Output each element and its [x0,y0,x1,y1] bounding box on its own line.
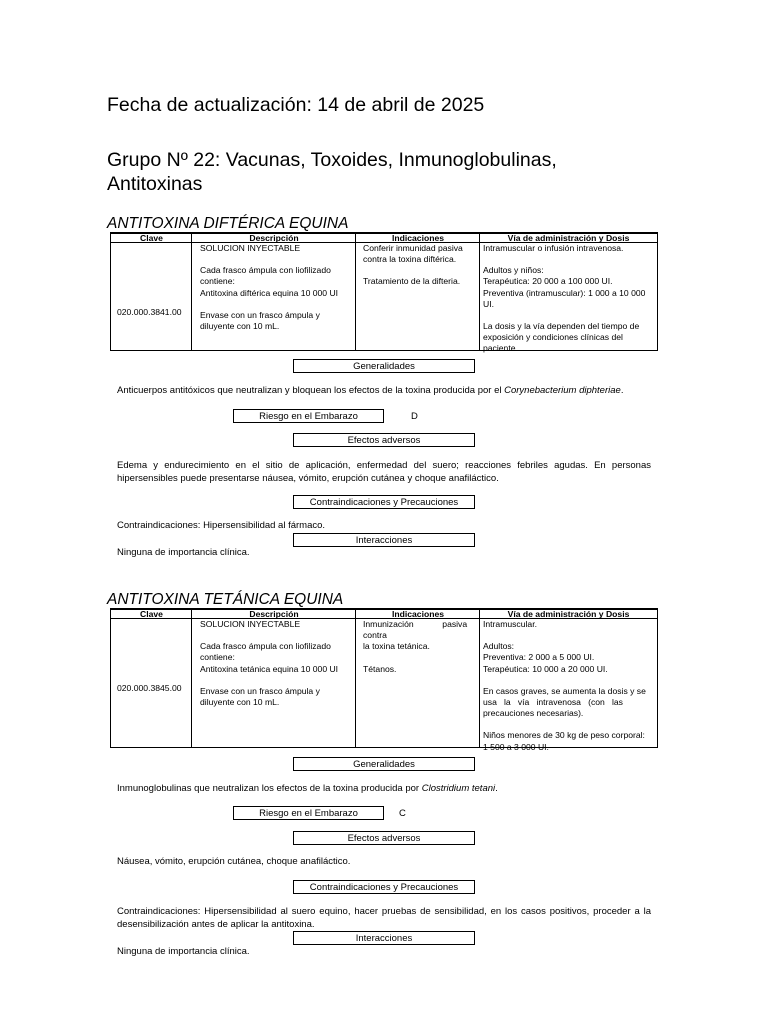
species-name: Clostridium tetani [421,783,496,794]
via-line: En casos graves, se aumenta la dosis y se [483,685,646,696]
generalidades-text [117,385,651,398]
ind-line: Tétanos. [363,663,397,674]
generalidades-text [117,783,651,796]
contraindicaciones-heading: Contraindicaciones y Precauciones [293,495,475,509]
contraindicaciones-heading: Contraindicaciones y Precauciones [293,880,475,894]
desc-line: Cada frasco ámpula con liofilizado [200,641,331,652]
via-line: UI. [483,298,494,309]
generalidades-body: Inmunoglobulinas que neutralizan los efectos de la toxina producida por [117,783,420,794]
via-line: La dosis y la vía dependen del tiempo de [483,321,640,332]
efectos-adversos-text: Náusea, vómito, erupción cutánea, choque anafiláctico. [117,856,351,867]
interacciones-heading: Interacciones [293,931,475,945]
header-descripcion: Descripción [249,609,299,619]
column-divider [479,234,480,350]
desc-line: Envase con un frasco ámpula y [200,685,320,696]
contraindicaciones-text: Contraindicaciones: Hipersensibilidad al fármaco. [117,520,326,531]
header-via: Vía de administración y Dosis [507,609,630,619]
drug-title-diphtheria: ANTITOXINA DIFTÉRICA EQUINA [107,215,349,232]
via-line: Niños menores de 30 kg de peso corporal: [483,730,645,741]
desc-line: Envase con un frasco ámpula y [200,309,320,320]
period: . [620,385,624,396]
drug-table-tetanus [110,608,658,752]
column-divider [479,610,480,747]
riesgo-embarazo-label: Riesgo en el Embarazo [233,806,384,820]
header-via: Vía de administración y Dosis [507,233,630,243]
via-line: Terapéutica: 10 000 a 20 000 UI. [483,663,608,674]
ind-line: contra la toxina diftérica. [363,254,457,265]
efectos-adversos-heading: Efectos adversos [293,831,475,845]
via-line: Preventiva (intramuscular): 1 000 a 10 000 [483,287,646,298]
desc-line: diluyente con 10 mL. [200,697,280,708]
desc-line: Antitoxina tetánica equina 10 000 UI [200,663,339,674]
drug-table-diphtheria [110,232,658,354]
efectos-adversos-text: Edema y endurecimiento en el sitio de aplicación, enfermedad del suero; reacciones febriles agudas. En personas hipersensibles puede presentarse náusea, vómito, erupción cutánea y choque anafiláctico. [117,460,651,484]
period: . [495,783,498,794]
via-cell [483,243,655,354]
clave-value: 020.000.3841.00 [117,307,182,317]
ind-line: Tratamiento de la difteria. [363,276,461,287]
descripcion-cell [200,243,352,350]
group-title-line1: Grupo Nº 22: Vacunas, Toxoides, Inmunoglobulinas, [107,149,557,171]
via-line: 1 500 a 3 000 UI. [483,741,549,752]
desc-line: SOLUCION INYECTABLE [200,243,301,253]
efectos-adversos-heading: Efectos adversos [293,433,475,447]
header-indicaciones: Indicaciones [391,233,445,243]
update-date: Fecha de actualización: 14 de abril de 2025 [107,94,485,116]
column-divider [355,610,356,747]
clave-cell [117,307,191,350]
via-line: Terapéutica: 20 000 a 100 000 UI. [483,276,613,287]
clave-value: 020.000.3845.00 [117,683,182,693]
column-divider [355,234,356,350]
header-clave: Clave [140,233,163,243]
riesgo-embarazo-label: Riesgo en el Embarazo [233,409,384,423]
via-line: Intramuscular o infusión intravenosa. [483,243,624,253]
via-cell [483,619,655,752]
desc-line: Antitoxina diftérica equina 10 000 UI [200,287,339,298]
contraindicaciones-text: Contraindicaciones: Hipersensibilidad al suero equino, hacer pruebas de sensibilidad, en los casos positivos, proceder a la desensibilización antes de aplicar la antitoxina. [117,906,651,930]
ind-line: Inmunización pasiva [363,619,468,629]
column-divider [191,234,192,350]
clave-cell [117,683,191,747]
group-title-line2: Antitoxinas [107,173,203,195]
via-line: Adultos: [483,641,515,652]
via-line: exposición y condiciones clínicas del [483,332,623,343]
via-line: Adultos y niños: [483,265,544,276]
generalidades-body: Anticuerpos antitóxicos que neutralizan y bloquean los efectos de la toxina producida por el [117,385,502,396]
desc-line: Cada frasco ámpula con liofilizado [200,265,331,276]
generalidades-heading: Generalidades [293,757,475,771]
desc-line: diluyente con 10 mL. [200,321,280,332]
generalidades-heading: Generalidades [293,359,475,373]
interacciones-heading: Interacciones [293,533,475,547]
header-clave: Clave [140,609,163,619]
drug-title-tetanus: ANTITOXINA TETÁNICA EQUINA [107,591,344,608]
ind-line: Conferir inmunidad pasiva [363,243,463,253]
via-line: usa la vía intravenosa (con las [483,697,623,708]
via-line: paciente. [483,343,518,354]
riesgo-embarazo-value: C [399,808,406,819]
via-line: Intramuscular. [483,619,537,629]
via-line: precauciones necesarias). [483,708,584,719]
ind-line: contra [363,630,387,641]
indicaciones-cell [363,243,477,350]
header-descripcion: Descripción [249,233,299,243]
descripcion-cell [200,619,352,747]
ind-line: la toxina tetánica. [363,641,430,652]
via-line: Preventiva: 2 000 a 5 000 UI. [483,652,595,663]
desc-line: contiene: [200,276,235,287]
header-indicaciones: Indicaciones [391,609,445,619]
species-name: Corynebacterium diphteriae [504,385,621,396]
riesgo-embarazo-value: D [411,411,418,422]
indicaciones-cell [363,619,467,747]
column-divider [191,610,192,747]
desc-line: SOLUCION INYECTABLE [200,619,301,629]
interacciones-text: Ninguna de importancia clínica. [117,547,250,558]
interacciones-text: Ninguna de importancia clínica. [117,946,250,957]
desc-line: contiene: [200,652,235,663]
